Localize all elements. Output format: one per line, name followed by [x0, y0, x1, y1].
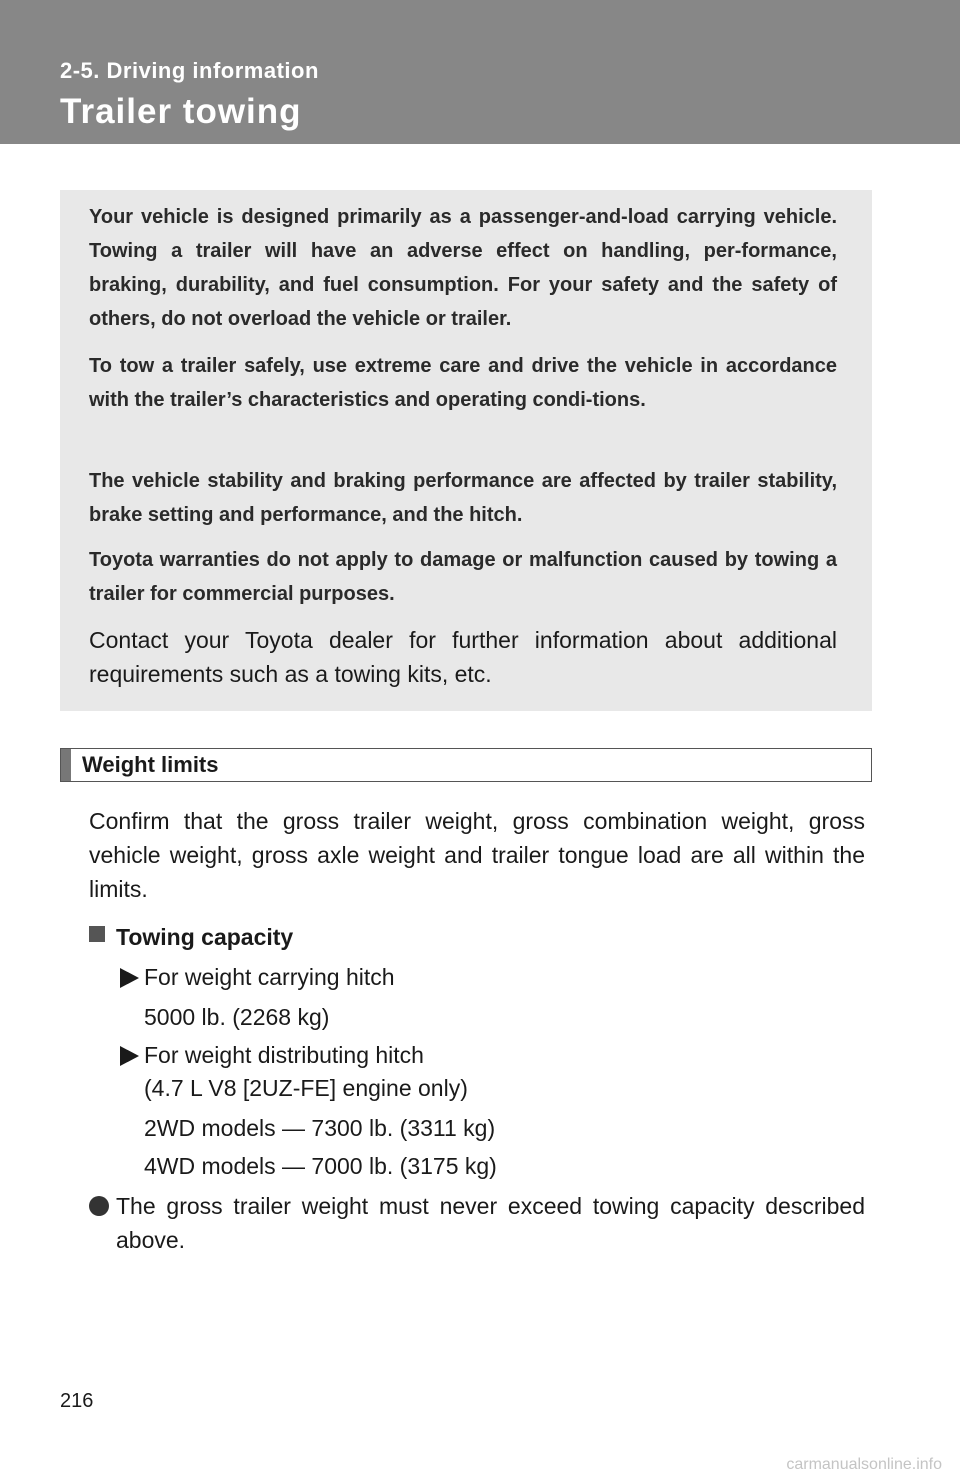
distributing-hitch-2wd: 2WD models — 7300 lb. (3311 kg): [144, 1115, 496, 1141]
section-heading: Weight limits: [82, 752, 219, 777]
section-heading-accent: [61, 749, 71, 781]
circle-bullet-icon: [89, 1196, 109, 1216]
intro-paragraph-3: The vehicle stability and braking performance are affected by trailer stability, brake setting and performance, and the hitch.: [89, 470, 837, 526]
towing-capacity-note: The gross trailer weight must never exceed towing capacity described above.: [116, 1193, 865, 1253]
carrying-hitch-value: 5000 lb. (2268 kg): [144, 1004, 330, 1030]
distributing-hitch-label: For weight distributing hitch: [144, 1042, 424, 1068]
intro-paragraph-2: To tow a trailer safely, use extreme care and drive the vehicle in accordance with the trailer’s characteristics and operating condi-tions.: [89, 355, 837, 411]
arrow-right-icon: [120, 1046, 139, 1066]
intro-paragraph-5: Contact your Toyota dealer for further information about additional requirements such as a towing kits, etc.: [89, 627, 837, 687]
page-number: 216: [60, 1390, 94, 1412]
distributing-hitch-4wd: 4WD models — 7000 lb. (3175 kg): [144, 1153, 497, 1179]
square-bullet-icon: [89, 926, 105, 942]
section-heading-bar: [60, 748, 872, 782]
weight-limits-body: Confirm that the gross trailer weight, gross combination weight, gross vehicle weight, gross axle weight and trailer tongue load are all within the limits.: [89, 808, 865, 902]
watermark: carmanualsonline.info: [786, 1456, 942, 1473]
intro-paragraph-4: Toyota warranties do not apply to damage or malfunction caused by towing a trailer for commercial purposes.: [89, 549, 837, 605]
intro-paragraph-1: Your vehicle is designed primarily as a passenger-and-load carrying vehicle. Towing a trailer will have an adverse effect on handling, per-formance, braking, durability, and fuel consumption. For your safety and the safety of others, do not overload the vehicle or trailer.: [89, 206, 837, 330]
distributing-hitch-note: (4.7 L V8 [2UZ-FE] engine only): [144, 1075, 468, 1101]
section-label: 2-5. Driving information: [60, 58, 319, 83]
page-header-band: [0, 0, 960, 144]
carrying-hitch-label: For weight carrying hitch: [144, 964, 395, 990]
towing-capacity-heading: Towing capacity: [116, 924, 294, 950]
arrow-right-icon: [120, 968, 139, 988]
page-title: Trailer towing: [60, 92, 302, 131]
